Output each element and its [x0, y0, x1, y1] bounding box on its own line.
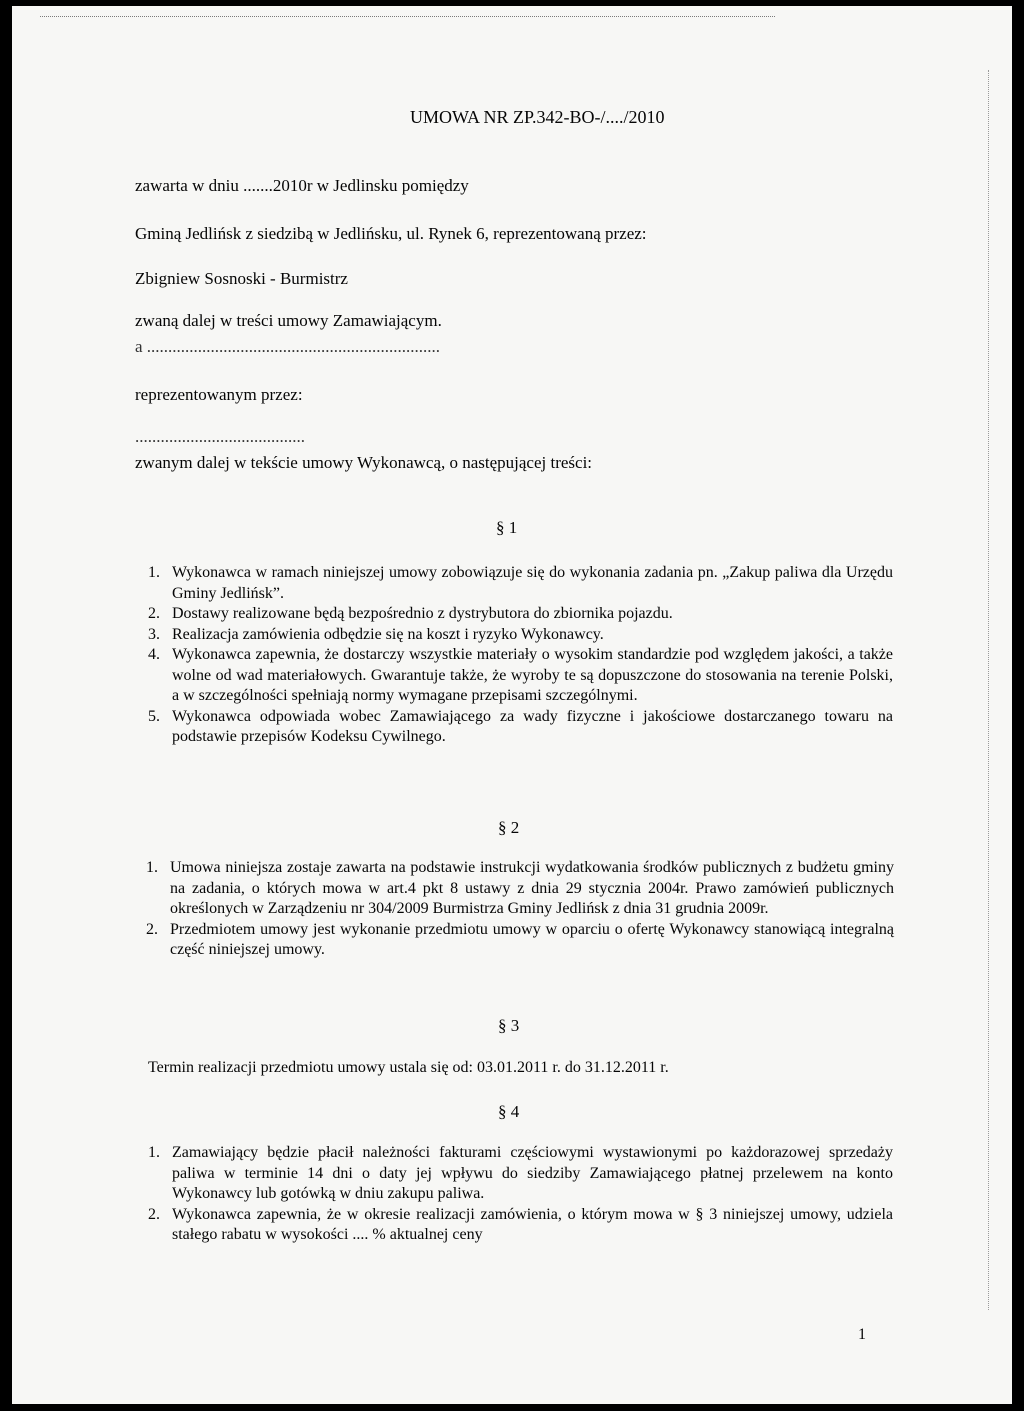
item-text: Zamawiający będzie płacił należności fakturami częściowymi wystawionymi po każdorazowej sprzedaży paliwa w terminie 14 dni o daty jej wpływu do siedziby Zamawiającego płatnej przelewem na konto Wykonawcy lub gotówką w dniu zakupu paliwa.	[172, 1144, 893, 1202]
list-item	[148, 604, 893, 625]
list-item	[148, 1143, 893, 1205]
item-text: Wykonawca zapewnia, że w okresie realizacji zamówienia, o którym mowa w § 3 niniejszej umowy, udziela stałego rabatu w wysokości .... % aktualnej ceny	[172, 1205, 893, 1243]
list-item	[148, 707, 893, 748]
scan-edge-top	[40, 16, 775, 17]
item-text: Wykonawca w ramach niniejszej umowy zobowiązuje się do wykonania zadania pn. „Zakup paliwa dla Urzędu Gminy Jedlińsk”.	[172, 564, 893, 602]
item-number: 4.	[148, 646, 160, 663]
item-number: 2.	[148, 1205, 160, 1223]
page-number: 1	[858, 1326, 866, 1343]
section-1-list	[148, 563, 893, 748]
and-party-line: a .....................................................................	[135, 337, 441, 356]
concluded-date-line: zawarta w dniu .......2010r w Jedlinsku pomiędzy	[135, 176, 469, 195]
section-4-list	[148, 1143, 893, 1246]
section-2-list	[146, 858, 894, 961]
representative-dots: ........................................	[135, 427, 305, 446]
list-item	[148, 625, 893, 646]
called-a-line: zwaną dalej w treści umowy Zamawiającym.	[135, 311, 442, 330]
representative-line: Zbigniew Sosnoski - Burmistrz	[135, 269, 348, 288]
item-text: Realizacja zamówienia odbędzie się na koszt i ryzyko Wykonawcy.	[172, 625, 604, 643]
section-heading: § 3	[498, 1016, 520, 1035]
item-number: 2.	[148, 605, 160, 622]
section-heading: § 2	[498, 818, 520, 837]
item-number: 3.	[148, 625, 160, 643]
item-number: 2.	[146, 920, 158, 938]
list-item	[148, 1205, 893, 1246]
item-number: 1.	[148, 1144, 160, 1161]
represented-by-line: reprezentowanym przez:	[135, 385, 303, 404]
item-text: Dostawy realizowane będą bezpośrednio z dystrybutora do zbiornika pojazdu.	[172, 605, 673, 622]
scan-edge-right	[988, 70, 989, 1310]
list-item	[148, 563, 893, 604]
called-b-line: zwanym dalej w tekście umowy Wykonawcą, o następującej treści:	[135, 453, 593, 472]
item-text: Przedmiotem umowy jest wykonanie przedmiotu umowy w oparciu o ofertę Wykonawcy stanowiącą integralną część niniejszej umowy.	[170, 920, 894, 958]
party-a-line: Gminą Jedlińsk z siedzibą w Jedlińsku, ul. Rynek 6, reprezentowaną przez:	[135, 224, 647, 243]
list-item	[146, 858, 894, 920]
item-text: Umowa niniejsza zostaje zawarta na podstawie instrukcji wydatkowania środków publicznych z budżetu gminy na zadania, o których mowa w art.4 pkt 8 ustawy z dnia 29 stycznia 2004r. Prawo zamówień publicznych określonych w Zarządzeniu nr 304/2009 Burmistrza Gminy Jedlińsk z dnia 31 grudnia 2009r.	[170, 859, 894, 917]
item-number: 1.	[146, 859, 158, 876]
list-item	[148, 645, 893, 707]
item-number: 1.	[148, 564, 160, 581]
list-item	[146, 920, 894, 961]
contract-title: UMOWA NR ZP.342-BO-/..../2010	[410, 107, 665, 127]
item-text: Wykonawca zapewnia, że dostarczy wszystkie materiały o wysokim standardzie pod względem jakości, a także wolne od wad materiałowych. Gwarantuje także, że wyroby te są dopuszczone do stosowania na terenie Polski, a w szczególności spełniają normy wymagane przepisami szczególnymi.	[172, 646, 893, 704]
section-3-text: Termin realizacji przedmiotu umowy ustala się od: 03.01.2011 r. do 31.12.2011 r.	[148, 1059, 669, 1076]
item-text: Wykonawca odpowiada wobec Zamawiającego za wady fizyczne i jakościowe dostarczanego towaru na podstawie przepisów Kodeksu Cywilnego.	[172, 707, 893, 745]
section-heading: § 1	[496, 518, 518, 537]
item-number: 5.	[148, 707, 160, 725]
section-heading: § 4	[498, 1102, 520, 1121]
